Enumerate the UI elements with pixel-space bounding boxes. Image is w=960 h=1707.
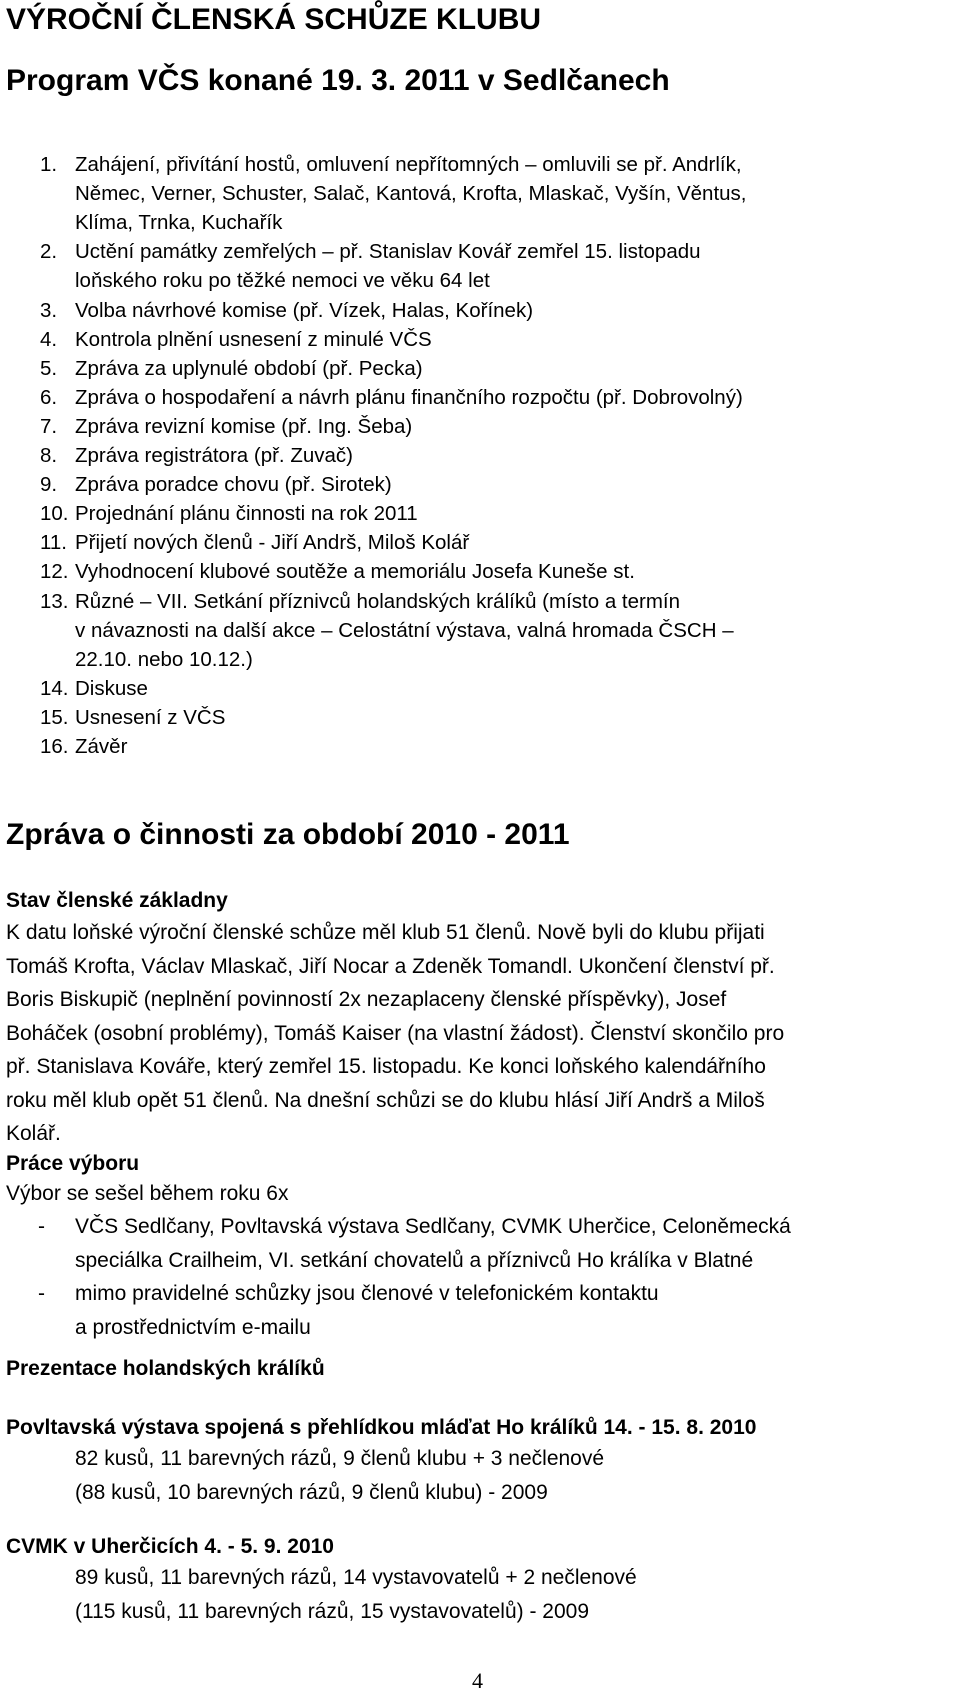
stav-line: Tomáš Krofta, Václav Mlaskač, Jiří Nocar a Zdeněk Tomandl. Ukončení členství př. [6, 954, 775, 978]
program-item-number: 9. [40, 473, 58, 497]
program-item-number: 16. [40, 735, 69, 758]
vybor-intro: Výbor se sešel během roku 6x [6, 1182, 289, 1205]
document-title: VÝROČNÍ ČLENSKÁ SCHŮZE KLUBU [6, 3, 542, 36]
stav-line: K datu loňské výroční členské schůze měl klub 51 členů. Nově byli do klubu přijati [6, 921, 765, 944]
cvmk-stats [75, 1561, 637, 1628]
povltavska-line: 82 kusů, 11 barevných rázů, 9 členů klubu + 3 nečlenové [75, 1447, 605, 1470]
program-item-text: Usnesení z VČS [75, 705, 226, 729]
program-title: Program VČS konané 19. 3. 2011 v Sedlčanech [6, 64, 670, 97]
cvmk-line: 89 kusů, 11 barevných rázů, 14 vystavovatelů + 2 nečlenové [75, 1566, 637, 1589]
prezentace-heading: Prezentace holandských králíků [6, 1357, 325, 1380]
povltavska-stats [75, 1442, 604, 1509]
program-item-text: Zpráva za uplynulé období (př. Pecka) [75, 356, 423, 380]
program-list [0, 150, 960, 761]
program-item-number: 4. [40, 327, 58, 351]
program-item-text: Různé – VII. Setkání příznivců holandských králíků (místo a termín [75, 589, 681, 613]
stav-paragraph [6, 916, 784, 1151]
bullet-dash: - [38, 1215, 45, 1238]
program-item-text: Zpráva registrátora (př. Zuvač) [75, 444, 353, 467]
program-item-number: 13. [40, 589, 69, 613]
program-item-text: Závěr [75, 735, 128, 758]
stav-line: Boháček (osobní problémy), Tomáš Kaiser (na vlastní žádost). Členství skončilo pro [6, 1021, 785, 1045]
povltavska-line: (88 kusů, 10 barevných rázů, 9 členů klubu) - 2009 [75, 1480, 548, 1504]
program-item-number: 3. [40, 298, 58, 322]
page-number: 4 [472, 1668, 483, 1693]
program-item-text: Vyhodnocení klubové soutěže a memoriálu Josefa Kuneše st. [75, 560, 635, 584]
program-item-number: 2. [40, 240, 58, 264]
bullet-text: mimo pravidelné schůzky jsou členové v telefonickém kontaktu [75, 1282, 659, 1305]
program-item-text: Zahájení, přivítání hostů, omluvení nepřítomných – omluvili se př. Andrlík, [75, 153, 742, 176]
program-item-text: Němec, Verner, Schuster, Salač, Kantová, Krofta, Mlaskač, Vyšín, Věntus, [75, 182, 747, 206]
program-item-number: 15. [40, 705, 69, 729]
program-item-text: Kontrola plnění usnesení z minulé VČS [75, 327, 432, 351]
program-item-text: Volba návrhové komise (př. Vízek, Halas, Kořínek) [75, 298, 534, 322]
bullet-text: a prostřednictvím e-mailu [75, 1315, 311, 1339]
program-item-text: loňského roku po těžké nemoci ve věku 64 let [75, 269, 490, 293]
program-item-number: 12. [40, 560, 69, 584]
program-item-text: Diskuse [75, 676, 148, 700]
program-item-number: 10. [40, 502, 69, 526]
vybor-heading: Práce výboru [6, 1152, 140, 1175]
program-item-text: 22.10. nebo 10.12.) [75, 647, 253, 671]
program-item-number: 8. [40, 444, 58, 467]
program-item-number: 6. [40, 385, 58, 409]
stav-heading: Stav členské základny [6, 889, 228, 912]
program-item-text: v návaznosti na další akce – Celostátní výstava, valná hromada ČSCH – [75, 618, 734, 642]
stav-line: Kolář. [6, 1122, 61, 1145]
bullet-dash: - [38, 1282, 45, 1305]
cvmk-line: (115 kusů, 11 barevných rázů, 15 vystavovatelů) - 2009 [75, 1599, 590, 1623]
program-item-number: 1. [40, 153, 58, 176]
povltavska-heading: Povltavská výstava spojená s přehlídkou mláďat Ho králíků 14. - 15. 8. 2010 [6, 1416, 757, 1439]
program-item-text: Zpráva revizní komise (př. Ing. Šeba) [75, 414, 413, 438]
stav-line: př. Stanislava Kováře, který zemřel 15. listopadu. Ke konci loňského kalendářního [6, 1055, 766, 1078]
program-item-text: Zpráva poradce chovu (př. Sirotek) [75, 473, 392, 497]
stav-line: Boris Biskupič (neplnění povinností 2x nezaplaceny členské příspěvky), Josef [6, 988, 727, 1011]
stav-line: roku měl klub opět 51 členů. Na dnešní schůzi se do klubu hlásí Jiří Andrš a Miloš [6, 1088, 765, 1112]
program-item-number: 11. [40, 531, 67, 555]
section-title: Zpráva o činnosti za období 2010 - 2011 [6, 818, 570, 851]
program-item-text: Uctění památky zemřelých – př. Stanislav Kovář zemřel 15. listopadu [75, 240, 701, 264]
bullet-text: VČS Sedlčany, Povltavská výstava Sedlčany, CVMK Uherčice, Celoněmecká [75, 1215, 791, 1238]
program-item-text: Přijetí nových členů - Jiří Andrš, Miloš Kolář [75, 531, 470, 555]
program-item-number: 5. [40, 356, 58, 380]
program-item-number: 14. [40, 676, 69, 700]
cvmk-heading: CVMK v Uherčicích 4. - 5. 9. 2010 [6, 1535, 334, 1558]
program-item-text: Klíma, Trnka, Kuchařík [75, 211, 283, 235]
bullet-text: speciálka Crailheim, VI. setkání chovatelů a příznivců Ho králíka v Blatné [75, 1248, 754, 1272]
program-item-number: 7. [40, 414, 58, 438]
program-item-text: Projednání plánu činnosti na rok 2011 [75, 502, 418, 526]
program-item-text: Zpráva o hospodaření a návrh plánu finančního rozpočtu (př. Dobrovolný) [75, 385, 743, 409]
